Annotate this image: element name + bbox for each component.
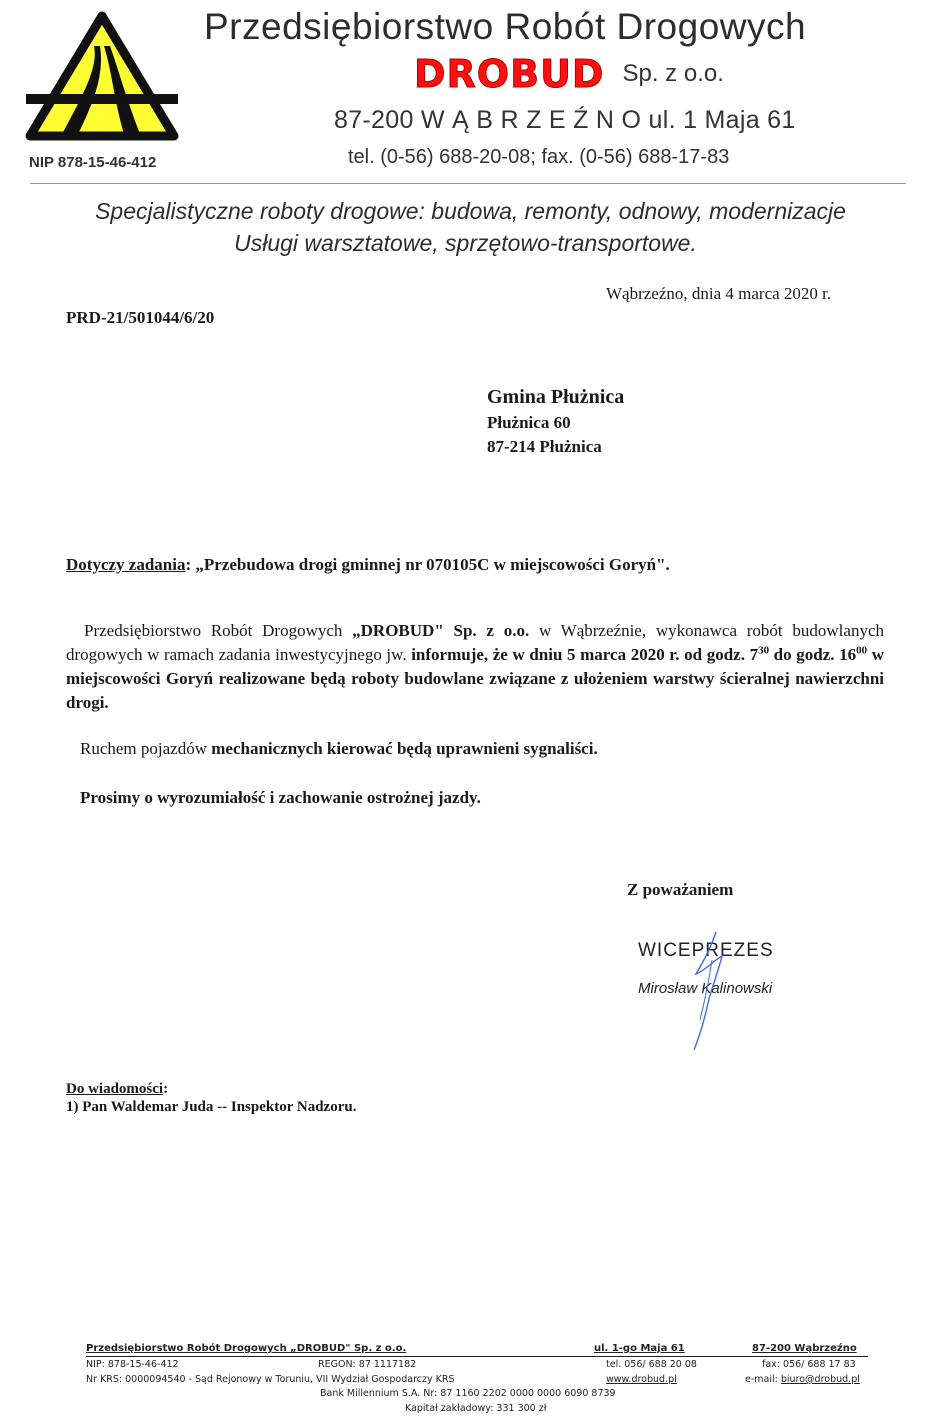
p1-date-start: informuje, że w dniu 5 marca 2020 r. od godz. 7 [411, 645, 759, 664]
footer-divider [86, 1356, 868, 1357]
legal-form: Sp. z o.o. [622, 60, 724, 87]
header-divider [30, 183, 906, 184]
cc-heading: Do wiadomości [66, 1081, 164, 1097]
p1-start-minutes: 30 [758, 644, 770, 657]
nip-number: NIP 878-15-46-412 [29, 154, 157, 171]
recipient-block [487, 386, 624, 457]
subject-text: : „Przebudowa drogi gminnej nr 070105C w miejscowości Goryń". [185, 555, 670, 574]
footer-bank: Bank Millennium S.A. Nr: 87 1160 2202 0000 0000 6090 8739 [320, 1388, 616, 1399]
p1-text-3: w Wąbrzeźnie, wykonawca robót budowlanych drogowych w ramach zadania inwestycyjnego jw. [66, 621, 884, 664]
signatory-name: Mirosław Kalinowski [638, 980, 773, 997]
place-and-date: Wąbrzeźno, dnia 4 marca 2020 r. [606, 284, 832, 303]
recipient-name: Gmina Płużnica [487, 386, 625, 408]
recipient-street: Płużnica 60 [487, 413, 571, 432]
subject-label: Dotyczy zadania [66, 555, 186, 574]
body-paragraph-1 [66, 619, 884, 715]
p1-works-desc: w miejscowości Goryń realizowane będą roboty budowlane związane z ułożeniem warstwy ścieralnej nawierzchni drogi. [66, 645, 884, 712]
tagline-services: Specjalistyczne roboty drogowe: budowa, remonty, odnowy, modernizacje [95, 198, 846, 224]
body-paragraph-2 [66, 737, 898, 761]
p2-text-1: Ruchem pojazdów [80, 739, 212, 758]
brand-row [414, 52, 724, 96]
footer-email-link[interactable]: biuro@drobud.pl [780, 1374, 860, 1385]
handwritten-signature [688, 930, 728, 1052]
footer-email [745, 1374, 860, 1385]
footer-regon: REGON: 87 1117182 [318, 1359, 417, 1370]
footer-website-link[interactable]: www.drobud.pl [606, 1374, 677, 1385]
footer-company: Przedsiębiorstwo Robót Drogowych „DROBUD" Sp. z o.o. [86, 1343, 407, 1354]
footer-street: ul. 1-go Maja 61 [594, 1343, 685, 1354]
company-address: 87-200 W Ą B R Z E Ź N O ul. 1 Maja 61 [334, 106, 796, 134]
cc-item: 1) Pan Waldemar Juda -- Inspektor Nadzoru. [66, 1099, 357, 1115]
p2-text-2: mechanicznych kierować będą uprawnieni sygnaliści. [211, 739, 598, 758]
footer-krs: Nr KRS: 0000094540 - Sąd Rejonowy w Toruniu, VII Wydział Gospodarczy KRS [86, 1374, 455, 1385]
brand-name: DROBUD [414, 52, 605, 96]
p1-company: „DROBUD" Sp. z o.o. [352, 621, 530, 640]
company-phones: tel. (0-56) 688-20-08; fax. (0-56) 688-17-83 [348, 146, 730, 168]
closing-phrase: Z poważaniem [627, 880, 734, 899]
tagline-workshop: Usługi warsztatowe, sprzętowo-transportowe. [234, 230, 697, 256]
reference-number: PRD-21/501044/6/20 [66, 308, 215, 327]
footer-city: 87-200 Wąbrzeźno [752, 1343, 857, 1354]
company-logo [24, 10, 180, 144]
cc-block [66, 1081, 356, 1116]
p1-end-hour: do godz. 16 [769, 645, 857, 664]
footer-tel: tel. 056/ 688 20 08 [606, 1359, 697, 1370]
footer-nip: NIP: 878-15-46-412 [86, 1359, 179, 1370]
subject-line [66, 555, 670, 575]
cc-colon: : [163, 1081, 169, 1097]
p1-end-minutes: 00 [856, 644, 868, 657]
body-paragraph-3: Prosimy o wyrozumiałość i zachowanie ostrożnej jazdy. [80, 788, 481, 807]
recipient-city: 87-214 Płużnica [487, 437, 602, 456]
footer-capital: Kapitał zakładowy: 331 300 zł [405, 1403, 547, 1414]
p1-text-1: Przedsiębiorstwo Robót Drogowych [84, 621, 353, 640]
footer-email-label: e-mail: [745, 1374, 781, 1385]
company-name: Przedsiębiorstwo Robót Drogowych [204, 6, 807, 47]
footer-fax: fax: 056/ 688 17 83 [762, 1359, 856, 1370]
signatory-title: WICEPREZES [638, 940, 774, 961]
